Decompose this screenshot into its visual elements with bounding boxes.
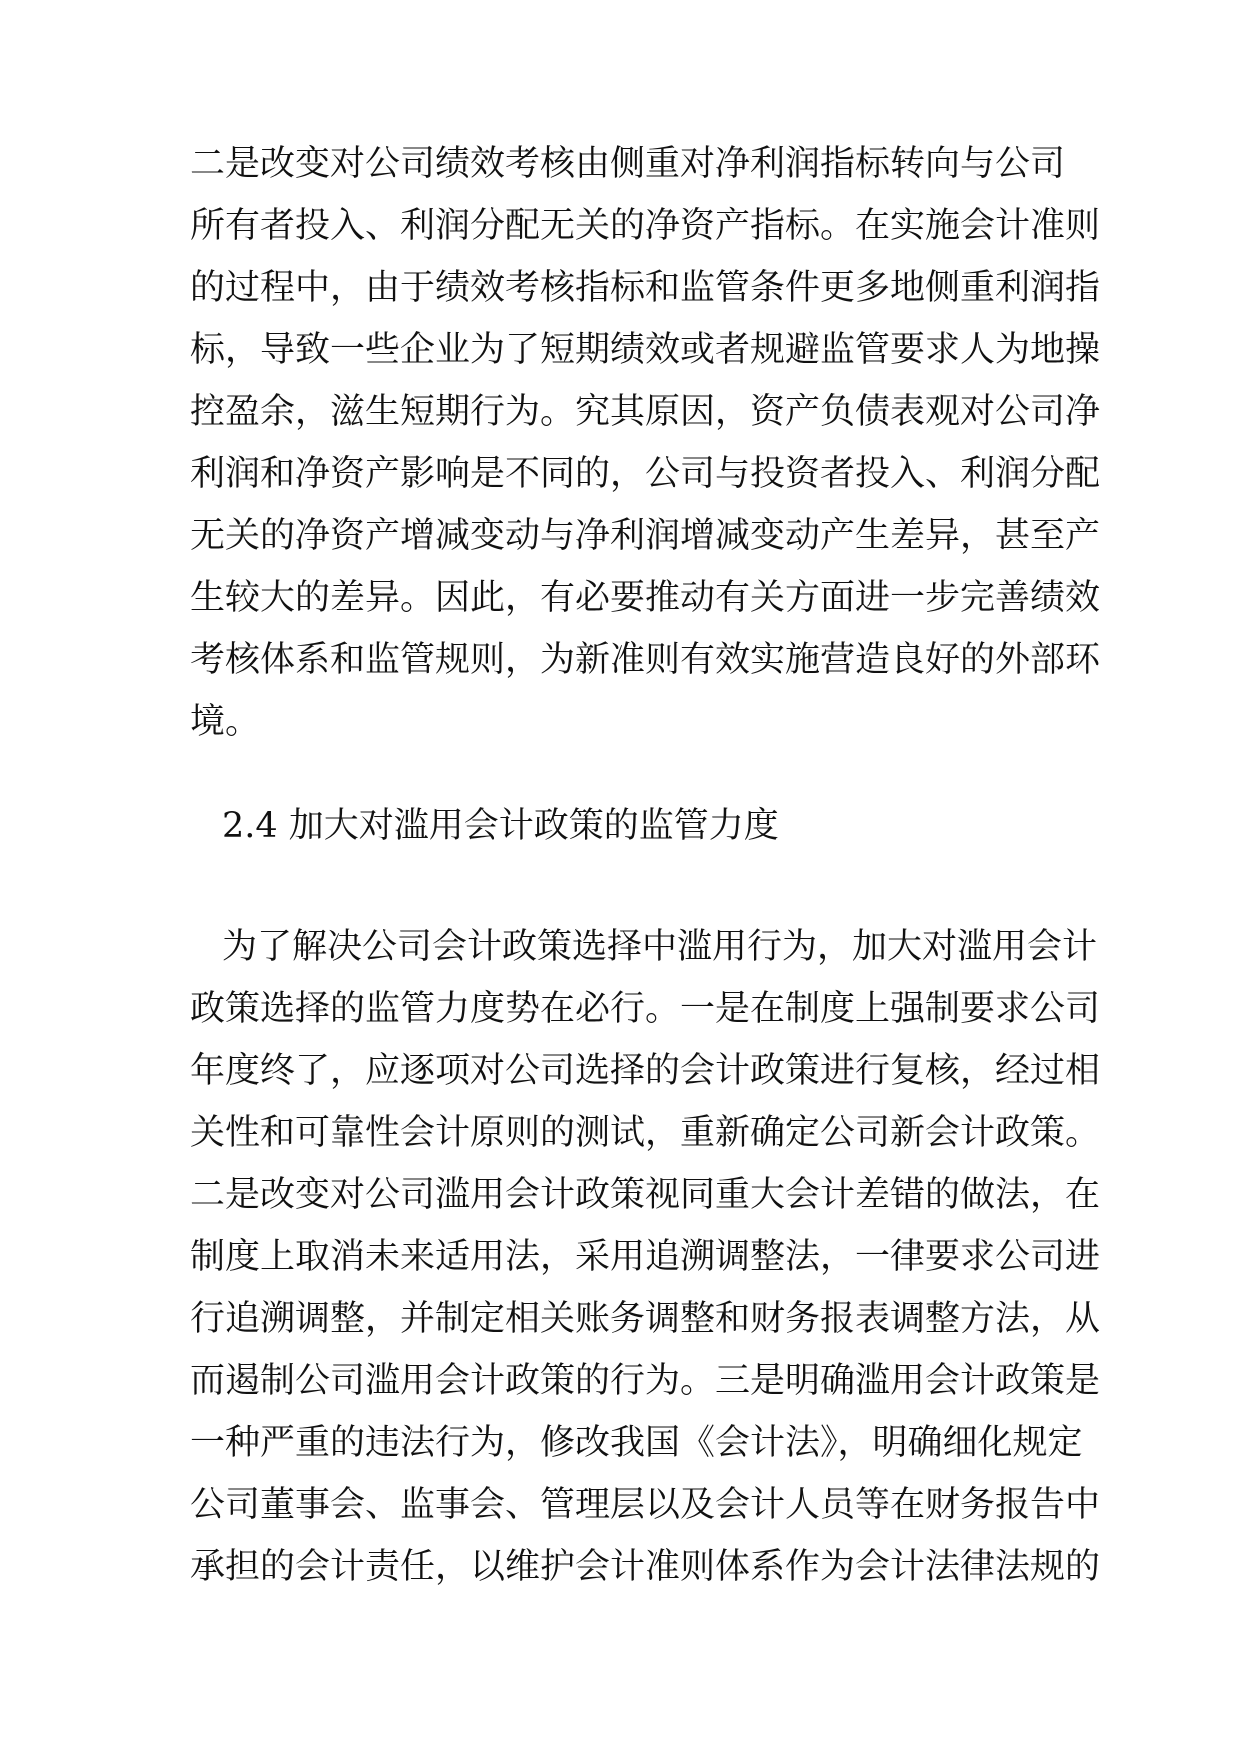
paragraph-2-line: 公司董事会、监事会、管理层以及会计人员等在财务报告中 [190,1485,1101,1525]
paragraph-1-line: 控盈余，滋生短期行为。究其原因，资产负债表观对公司净 [190,392,1101,432]
paragraph-2-line: 行追溯调整，并制定相关账务调整和财务报表调整方法，从 [190,1299,1101,1339]
paragraph-2-line: 政策选择的监管力度势在必行。一是在制度上强制要求公司 [190,989,1101,1029]
paragraph-1-line: 境。 [190,702,261,742]
section-heading: 2.4 加大对滥用会计政策的监管力度 [222,806,779,846]
paragraph-1-line: 标，导致一些企业为了短期绩效或者规避监管要求人为地操 [190,330,1101,370]
paragraph-2-line: 一种严重的违法行为，修改我国《会计法》，明确细化规定 [190,1423,1083,1463]
paragraph-2-line: 为了解决公司会计政策选择中滥用行为，加大对滥用会计 [222,927,1098,967]
paragraph-1-line: 的过程中，由于绩效考核指标和监管条件更多地侧重利润指 [190,268,1101,308]
paragraph-2-line: 二是改变对公司滥用会计政策视同重大会计差错的做法，在 [190,1175,1101,1215]
paragraph-2-line: 制度上取消未来适用法，采用追溯调整法，一律要求公司进 [190,1237,1101,1277]
paragraph-2-line: 而遏制公司滥用会计政策的行为。三是明确滥用会计政策是 [190,1361,1101,1401]
paragraph-1-line: 所有者投入、利润分配无关的净资产指标。在实施会计准则 [190,206,1101,246]
paragraph-1-line: 无关的净资产增减变动与净利润增减变动产生差异，甚至产 [190,516,1101,556]
paragraph-1-line: 二是改变对公司绩效考核由侧重对净利润指标转向与公司 [190,144,1066,184]
paragraph-1-line: 生较大的差异。因此，有必要推动有关方面进一步完善绩效 [190,578,1101,618]
paragraph-1-line: 考核体系和监管规则，为新准则有效实施营造良好的外部环 [190,640,1101,680]
paragraph-1-line: 利润和净资产影响是不同的，公司与投资者投入、利润分配 [190,454,1101,494]
paragraph-2-line: 关性和可靠性会计原则的测试，重新确定公司新会计政策。 [190,1113,1101,1153]
paragraph-2-line: 承担的会计责任，以维护会计准则体系作为会计法律法规的 [190,1547,1101,1587]
paragraph-2-line: 年度终了，应逐项对公司选择的会计政策进行复核，经过相 [190,1051,1101,1091]
